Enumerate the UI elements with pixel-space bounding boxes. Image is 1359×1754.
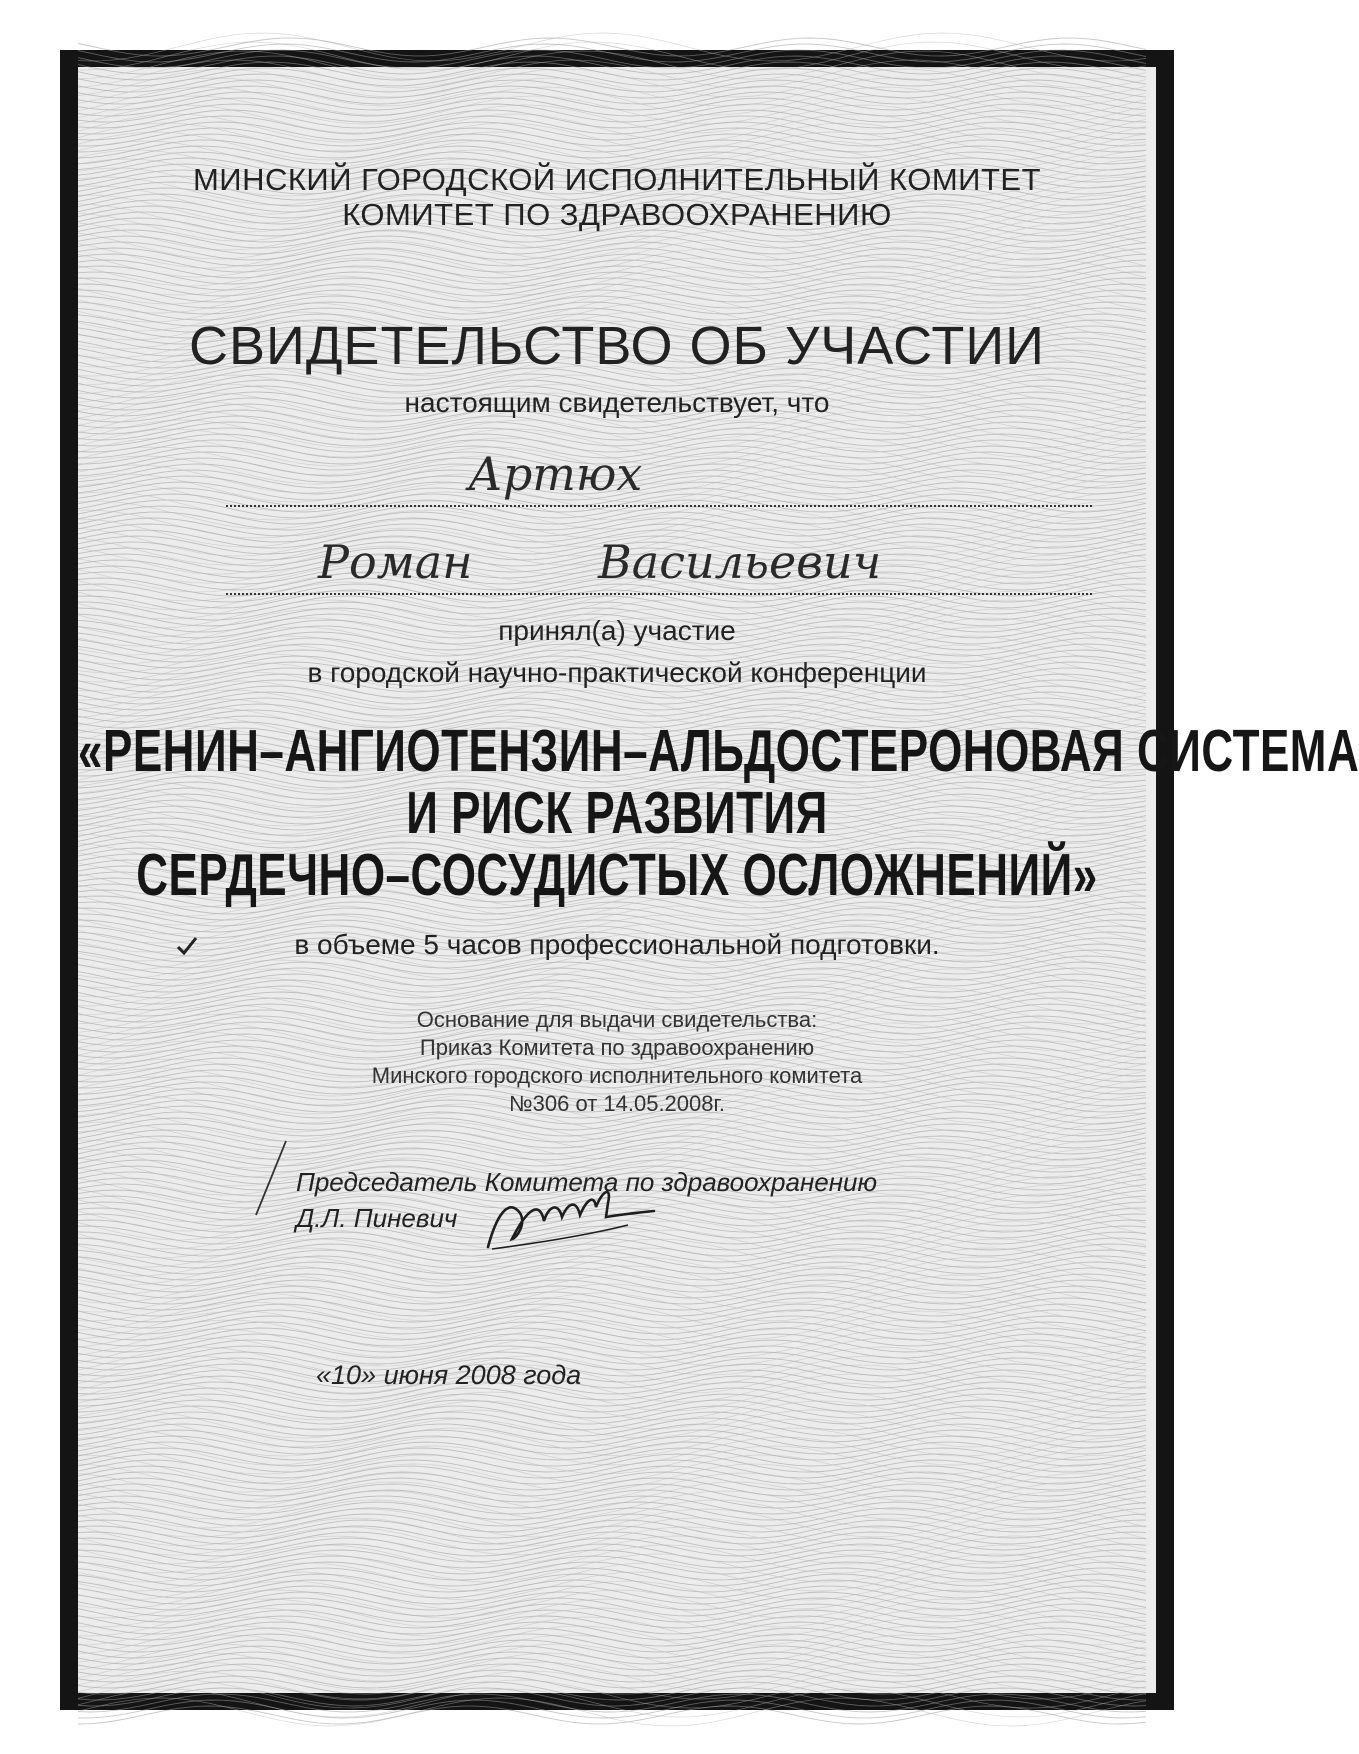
basis-line-2: Приказ Комитета по здравоохранению [419, 1035, 815, 1060]
volume-text: в объеме 5 часов профессиональной подготовки. [294, 929, 940, 960]
recipient-surname: Артюх [468, 447, 643, 501]
conference-title-line-2: И РИСК РАЗВИТИЯ [406, 780, 828, 847]
pen-stroke-mark [250, 1139, 290, 1219]
recipient-name: Роман [318, 535, 473, 589]
issuer-line-2: КОМИТЕТ ПО ЗДРАВООХРАНЕНИЮ [342, 197, 892, 232]
surname-fill-line [226, 505, 1092, 507]
participation-line-2: в городской научно-практической конференции [307, 657, 927, 688]
recipient-patronymic: Васильевич [598, 535, 882, 589]
issuer-line-1: МИНСКИЙ ГОРОДСКОЙ ИСПОЛНИТЕЛЬНЫЙ КОМИТЕТ [192, 162, 1042, 197]
signatory-position: Председатель Комитета по здравоохранению [296, 1167, 878, 1197]
name-fill-line [226, 593, 1092, 595]
basis-line-1: Основание для выдачи свидетельства: [416, 1007, 818, 1032]
basis-line-4: №306 от 14.05.2008г. [509, 1091, 725, 1116]
signature-image [478, 1177, 658, 1257]
issue-date: «10» июня 2008 года [316, 1360, 582, 1390]
certificate-content [78, 67, 1359, 1693]
conference-title-line-3: СЕРДЕЧНО–СОСУДИСТЫХ ОСЛОЖНЕНИЙ» [136, 842, 1098, 909]
participation-line-1: принял(а) участие [498, 615, 736, 646]
basis-line-3: Минского городского исполнительного комитета [371, 1063, 863, 1088]
lead-text: настоящим свидетельствует, что [404, 387, 830, 418]
conference-title-line-1: «РЕНИН–АНГИОТЕНЗИН–АЛЬДОСТЕРОНОВАЯ СИСТЕМА [78, 718, 1359, 785]
signatory-name: Д.Л. Пиневич [296, 1203, 458, 1233]
certificate-title: СВИДЕТЕЛЬСТВО ОБ УЧАСТИИ [189, 316, 1045, 376]
certificate-sheet [78, 67, 1359, 1693]
